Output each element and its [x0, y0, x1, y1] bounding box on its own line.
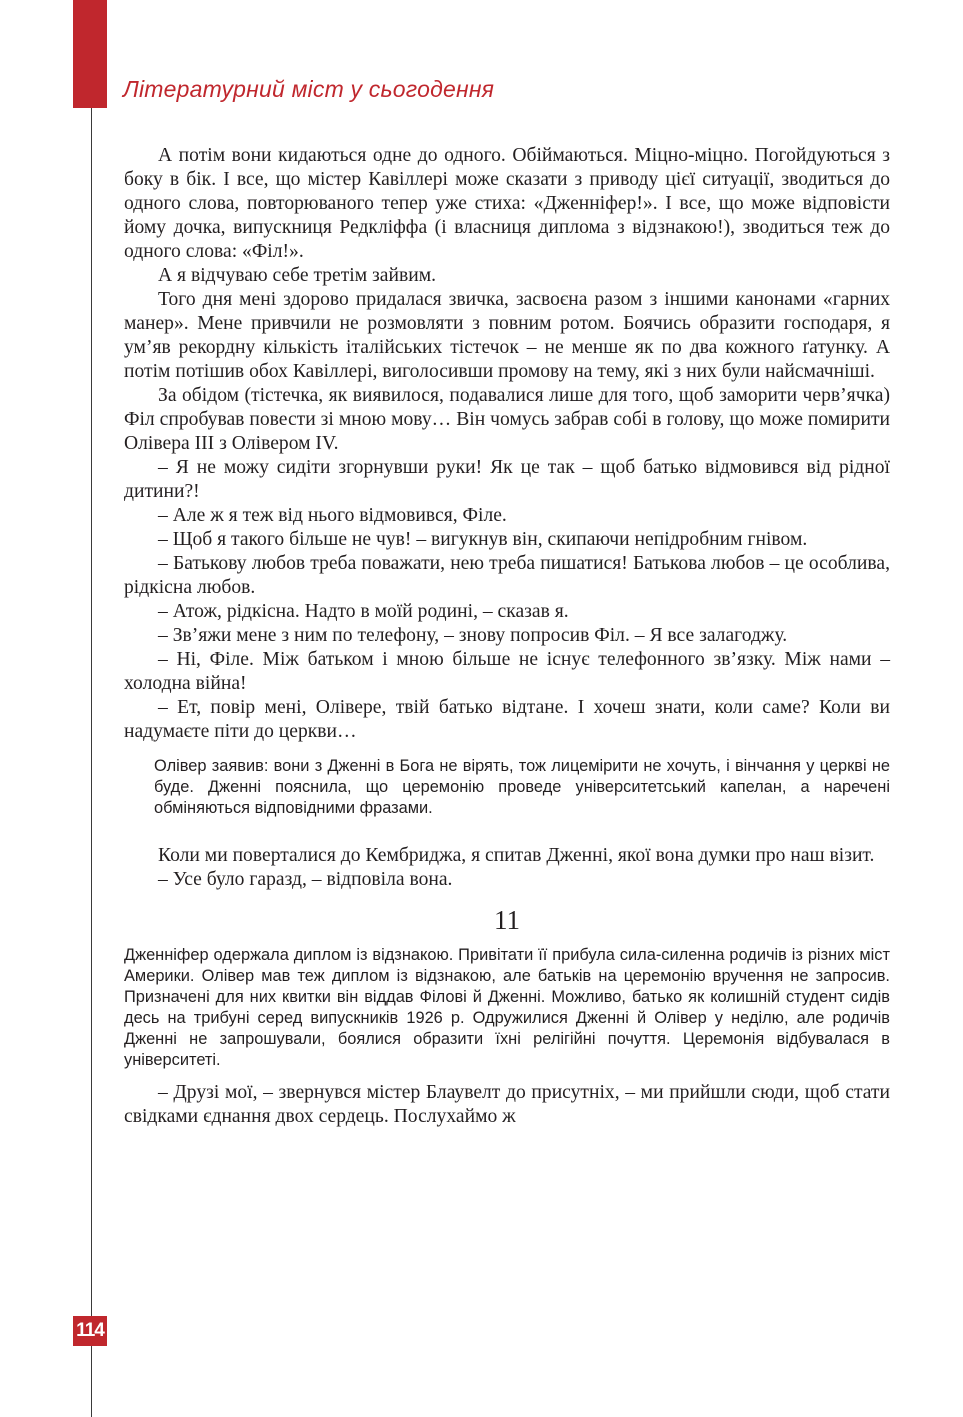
dialogue-line: – Зв’яжи мене з ним по телефону, – знову попросив Філ. – Я все залагоджу. — [158, 625, 788, 646]
paragraph: А потім вони кидаються одне до одного. Обіймаються. Міцно-міцно. Погойдуються з боку в бік. І все, що містер Кавіллері може сказати з приводу цієї ситуації, зводиться до одного слова, повторюваного тепер уже стиха: «Дженніфер!». І все, що може відповісти йому дочка, випускниця Редкліффа (і власниця диплома з відзнакою!), зводиться теж до одного слова: «Філ!». — [124, 145, 890, 262]
page-body — [124, 144, 890, 1129]
dialogue-line: – Атож, рідкісна. Надто в моїй родині, – сказав я. — [158, 601, 569, 622]
paragraph: А я відчуваю себе третім зайвим. — [158, 265, 436, 286]
margin-rule — [91, 108, 92, 1417]
dialogue-line: – Батькову любов треба поважати, нею треба пишатися! Батькова любов – це особлива, рідкісна любов. — [124, 553, 890, 598]
section-title: Літературний міст у сьогодення — [123, 76, 495, 102]
dialogue-line: – Усе було гаразд, – відповіла вона. — [158, 869, 453, 890]
dialogue-line: – Щоб я такого більше не чув! – вигукнув він, скипаючи непідробним гнівом. — [158, 529, 808, 550]
header-accent-band — [73, 0, 107, 108]
paragraph: Того дня мені здорово придалася звичка, засвоєна разом з іншими канонами «гарних манер». Мене привчили не розмовляти з повним ротом. Боячись образити господаря, я ум’яв рекордну кількість італійських тістечок – не менше як по два кожного ґатунку. А потім потішив обох Кавіллері, виголосивши промову на тему, які з них були найсмачніші. — [124, 289, 890, 382]
dialogue-line: – Ні, Філе. Між батьком і мною більше не існує телефонного зв’язку. Між нами – холодна війна! — [124, 649, 890, 694]
summary-note: Дженніфер одержала диплом із відзнакою. Привітати її прибула сила-силенна родичів із різних міст Америки. Олівер мав теж диплом із відзнакою, але батьків на церемонію вручення не запросив. Призначені для них квитки він віддав Філові й Дженні. Можливо, батько як колишній студент сидів десь на трибуні серед випускників 1926 р. Одружилися Дженні й Олівер у неділю, але родичів Дженні не запрошували, боялися образити їхні релігійні почуття. Церемонія відбувалася в університеті. — [124, 946, 890, 1069]
text-block-1 — [124, 144, 890, 744]
dialogue-line: – Я не можу сидіти згорнувши руки! Як це так – щоб батько відмовився від рідної дитини?! — [124, 457, 890, 502]
paragraph: За обідом (тістечка, як виявилося, подавалися лише для того, щоб заморити черв’ячка) Філ спробував повести зі мною мову… Він чомусь забрав собі в голову, що може помирити Олівера ІІІ з Олівером IV. — [124, 385, 890, 454]
dialogue-line: – Друзі мої, – звернувся містер Блаувелт до присутніх, – ми прийшли сюди, щоб стати свідками єднання двох сердець. Послухаймо ж — [124, 1082, 890, 1127]
dialogue-line: – Ет, повір мені, Олівере, твій батько відтане. І хочеш знати, коли саме? Коли ви надумаєте піти до церкви… — [124, 697, 890, 742]
chapter-number: 11 — [494, 905, 520, 935]
text-block-2 — [124, 844, 890, 892]
dialogue-line: – Але ж я теж від нього відмовився, Філе. — [158, 505, 507, 526]
text-block-3 — [124, 1081, 890, 1129]
page-number: 114 — [73, 1316, 107, 1346]
summary-note: Олівер заявив: вони з Дженні в Бога не вірять, тож лицемірити не хочуть, і вінчання у церкві не буде. Дженні пояснила, що церемонію проведе університетський капелан, а наречені обміняються відповідними фразами. — [154, 757, 890, 817]
paragraph: Коли ми поверталися до Кембриджа, я спитав Дженні, якої вона думки про наш візит. — [158, 845, 875, 866]
